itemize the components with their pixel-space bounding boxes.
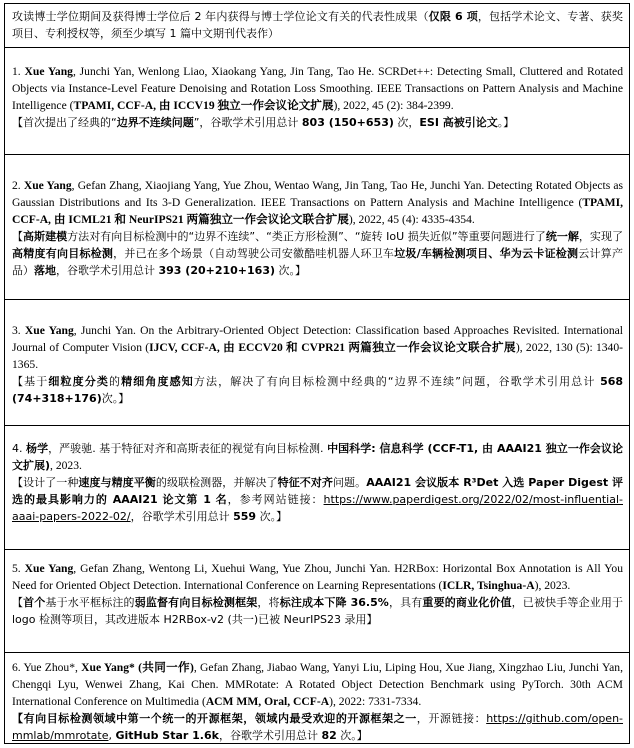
table-header: 攻读博士学位期间及获得博士学位后 2 年内获得与博士学位论文有关的代表性成果（仅限 6 项，包括学术论文、专著、获奖项目、专利授权等，须至少填写 1 篇中文期刊代表作）: [5, 4, 629, 48]
achievements-table: [4, 3, 630, 744]
mmrotate-link[interactable]: https://github.com/open-mmlab/mmrotate: [12, 712, 624, 742]
achievement-item-4: 4. 杨学，严骏驰. 基于特征对齐和高斯表征的视觉有向目标检测. 中国科学: 信息科学 (CCF-T1, 由 AAAI21 独立一作会议论文扩展), 2023. 【设计了一种速度与精度平衡的级联检测器，并解决了特征不对齐问题。AAAI21 会议版本 R³Det 入选 Paper Digest 评选的最具影响力的 AAAI21 论文第 1 名，参考网站链接：https://www.paperdigest.org/2022/02/most-influential-aaai-papers-2022-02/，谷歌学术引用总计 559 次。】: [5, 426, 629, 550]
achievement-item-6: 6. Yue Zhou*, Xue Yang* (共同一作), Gefan Zhang, Jiabao Wang, Yanyi Liu, Liping Hou, Xue Jiang, Xingzhao Liu, Junchi Yan, Chengqi Lyu, Wenwei Zhang, Kai Chen. MMRotate: A Rotated Object Detection Benchmark using PyTorch. 30th ACM International Conference on Multimedia (ACM MM, Oral, CCF-A), 2022: 7331-7334. 【有向目标检测领域中第一个统一的开源框架，领域内最受欢迎的开源框架之一，开源链接：https://github.com/open-mmlab/mmrotate, GitHub Star 1.6k，谷歌学术引用总计 82 次。】: [12, 661, 624, 742]
achievement-item-3: 3. Xue Yang, Junchi Yan. On the Arbitrary-Oriented Object Detection: Classification based Approaches Revisited. International Journal of Computer Vision (IJCV, CCF-A, 由 ECCV20 和 CVPR21 两篇独立一作会议论文联合扩展), 2022, 130 (5): 1340-1365. 【基于细粒度分类的精细角度感知方法，解决了有向目标检测中经典的“边界不连续”问题，谷歌学术引用总计 568 (74+318+176)次。】: [5, 300, 629, 426]
item-2-note: 【高斯建模方法对有向目标检测中的“边界不连续”、“类正方形检测”、“旋转 IoU 损失近似”等重要问题进行了统一解，实现了高精度有向目标检测，并已在多个场景（自动驾驶公司安徽酷哇机器人环卫车垃圾/车辆检测项目、华为云卡证检测云计算产品）落地，谷歌学术引用总计 393 (20+210+163) 次。】: [12, 230, 624, 277]
paperdigest-link[interactable]: https://www.paperdigest.org/2022/02/most-influential-aaai-papers-2022-02/: [12, 493, 623, 523]
achievement-item-5: 5. Xue Yang, Gefan Zhang, Wentong Li, Xuehui Wang, Yue Zhou, Junchi Yan. H2RBox: Horizontal Box Annotation is All You Need for Oriented Object Detection. International Conference on Learning Representations (ICLR, Tsinghua-A), 2023. 【首个基于水平框标注的弱监督有向目标检测框架，将标注成本下降 36.5%，具有重要的商业化价值，已被快手等企业用于 logo 检测等项目，其改进版本 H2RBox-v2 (共一)已被 NeurIPS23 录用】: [5, 550, 629, 653]
item-3-note: 【基于细粒度分类的精细角度感知方法，解决了有向目标检测中经典的“边界不连续”问题，谷歌学术引用总计 568 (74+318+176)次。】: [12, 375, 624, 405]
item-6-note: 【有向目标检测领域中第一个统一的开源框架，领域内最受欢迎的开源框架之一，开源链接：https://github.com/open-mmlab/mmrotate, GitHub Star 1.6k，谷歌学术引用总计 82 次。】: [12, 712, 624, 742]
achievement-item-1: 1. Xue Yang, Junchi Yan, Wenlong Liao, Xiaokang Yang, Jin Tang, Tao He. SCRDet++: Detecting Small, Cluttered and Rotated Objects via Instance-Level Feature Denoising and Rotation Loss Smoothing. IEEE Transactions on Pattern Analysis and Machine Intelligence (TPAMI, CCF-A, 由 ICCV19 独立一作会议论文扩展), 2022, 45 (2): 384-2399. 【首次提出了经典的“边界不连续问题”，谷歌学术引用总计 803 (150+653) 次，ESI 高被引论文。】: [5, 48, 629, 155]
item-5-note: 【首个基于水平框标注的弱监督有向目标检测框架，将标注成本下降 36.5%，具有重要的商业化价值，已被快手等企业用于 logo 检测等项目，其改进版本 H2RBox-v2 (共一)已被 NeurIPS23 录用】: [12, 596, 624, 626]
item-1-note: 【首次提出了经典的“边界不连续问题”，谷歌学术引用总计 803 (150+653) 次，ESI 高被引论文。】: [12, 116, 515, 129]
item-4-note: 【设计了一种速度与精度平衡的级联检测器，并解决了特征不对齐问题。AAAI21 会议版本 R³Det 入选 Paper Digest 评选的最具影响力的 AAAI21 论文第 1 名，参考网站链接：https://www.paperdigest.org/2022/02/most-influential-aaai-papers-2022-02/，谷歌学术引用总计 559 次。】: [12, 476, 624, 523]
achievement-item-2: 2. Xue Yang, Gefan Zhang, Xiaojiang Yang, Yue Zhou, Wentao Wang, Jin Tang, Tao He, Junchi Yan. Detecting Rotated Objects as Gaussian Distributions and Its 3-D Generalization. IEEE Transactions on Pattern Analysis and Machine Intelligence (TPAMI, CCF-A, 由 ICML21 和 NeurIPS21 两篇独立一作会议论文联合扩展), 2022, 45 (4): 4335-4354. 【高斯建模方法对有向目标检测中的“边界不连续”、“类正方形检测”、“旋转 IoU 损失近似”等重要问题进行了统一解，实现了高精度有向目标检测，并已在多个场景（自动驾驶公司安徽酷哇机器人环卫车垃圾/车辆检测项目、华为云卡证检测云计算产品）落地，谷歌学术引用总计 393 (20+210+163) 次。】: [5, 155, 629, 300]
